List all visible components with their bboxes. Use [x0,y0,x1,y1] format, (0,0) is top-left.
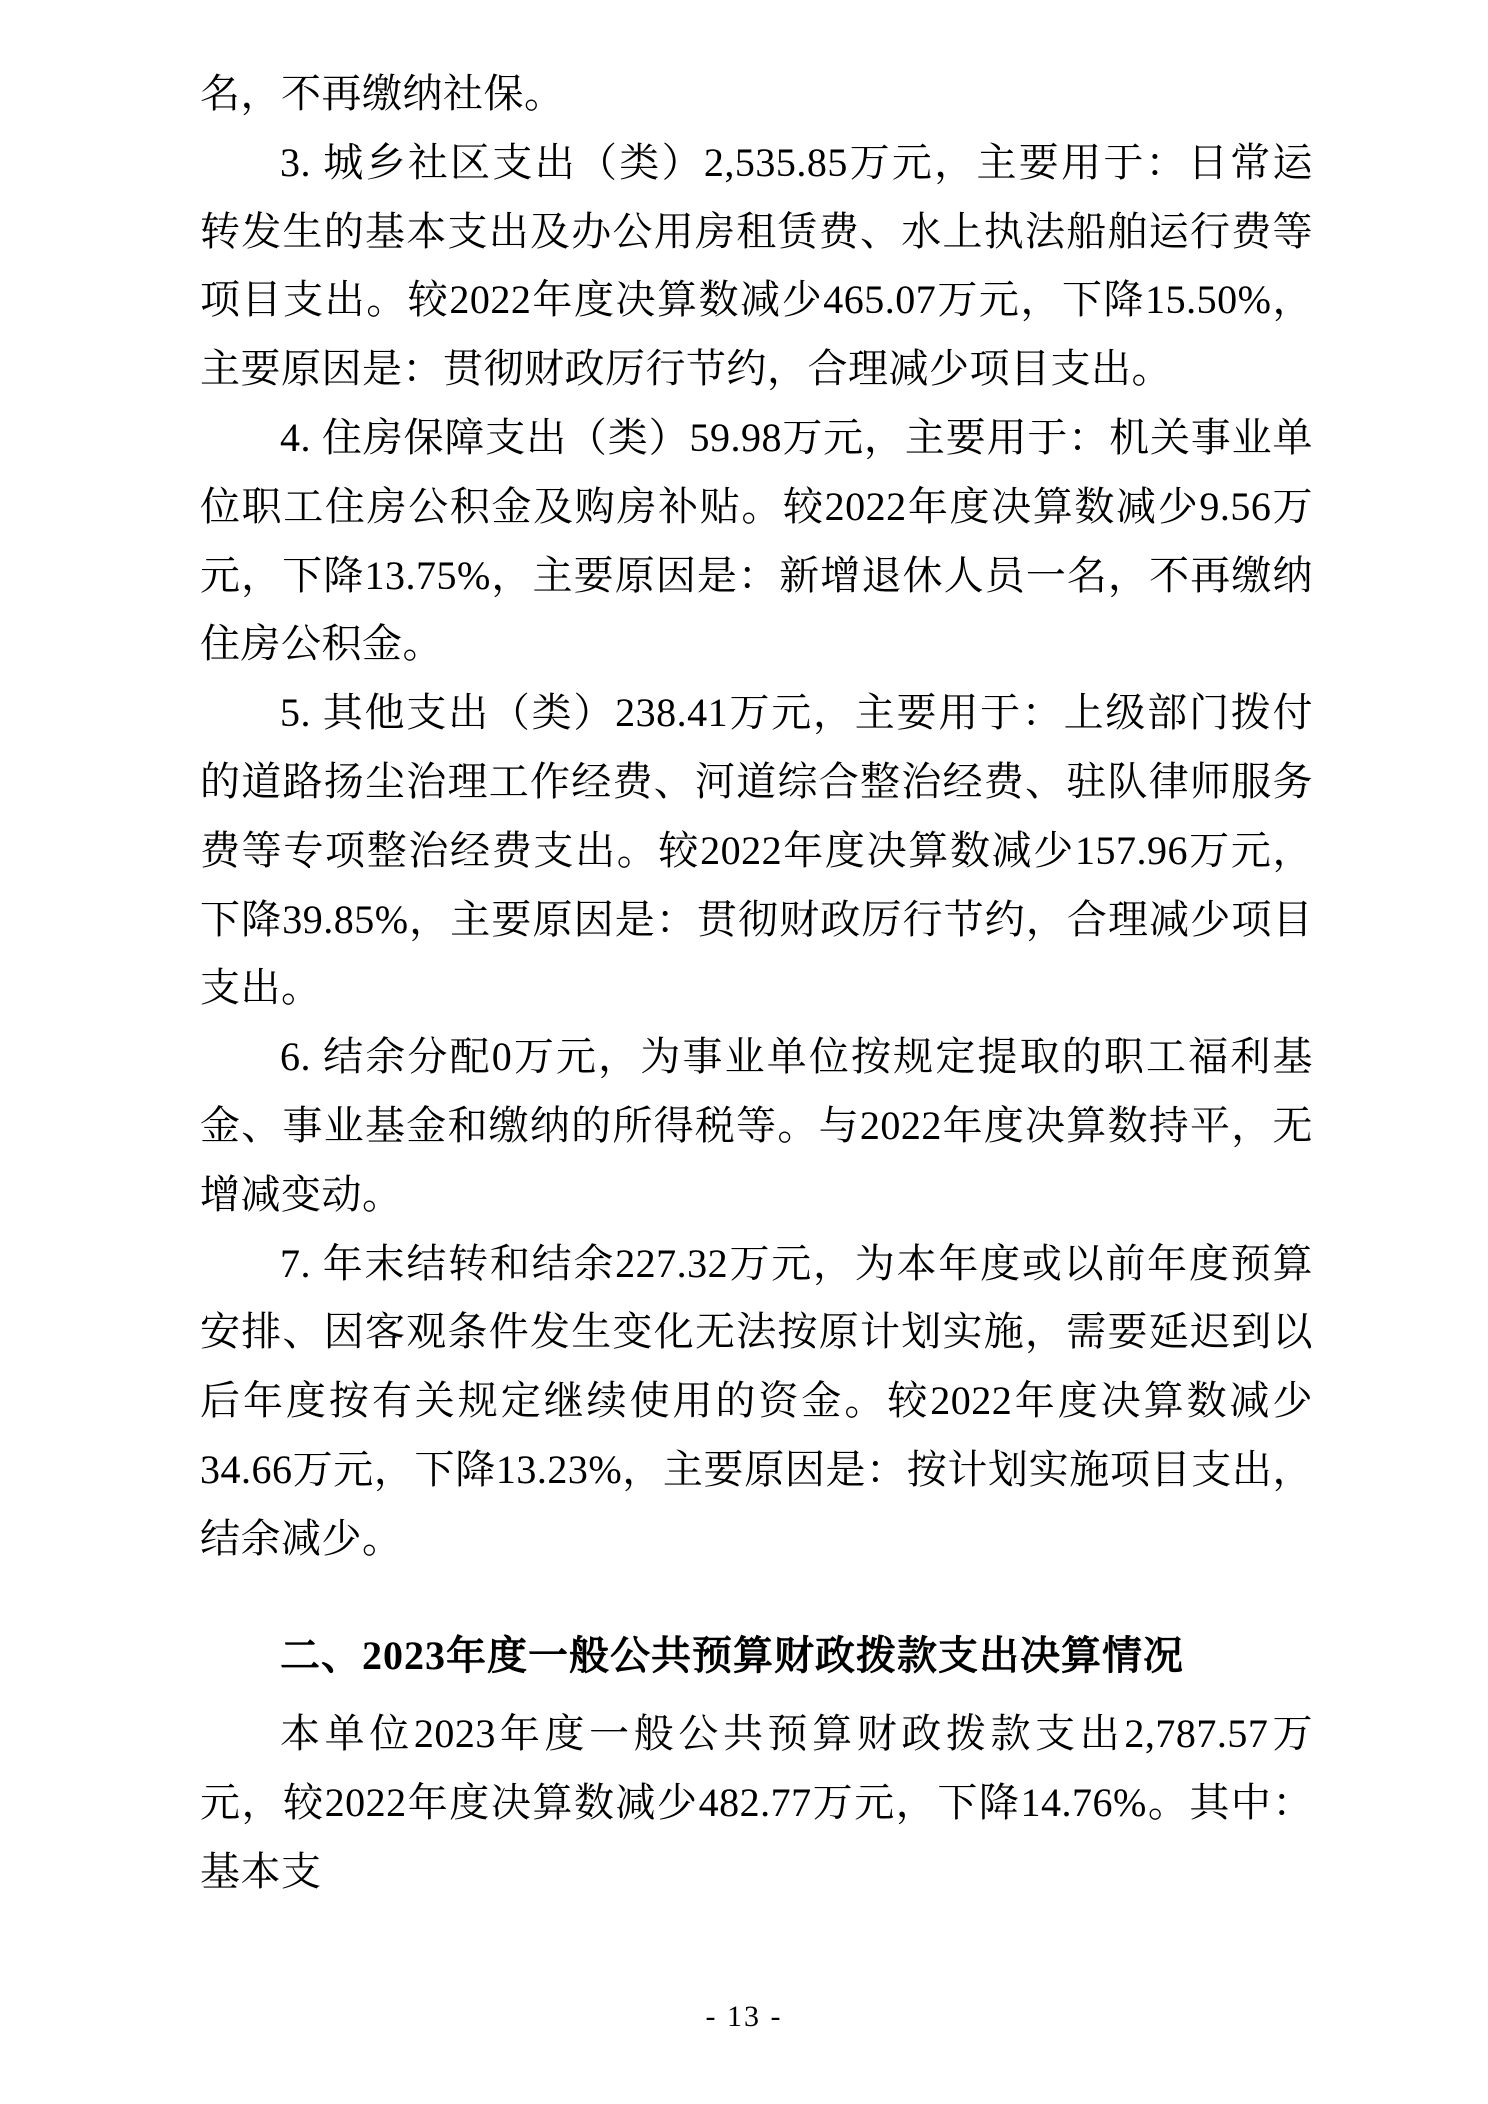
paragraph-continued: 名，不再缴纳社保。 [200,71,565,116]
paragraph-item-3: 3. 城乡社区支出（类）2,535.85万元，主要用于：日常运转发生的基本支出及办公用房租赁费、水上执法船舶运行费等项目支出。较2022年度决算数减少465.07万元，下降15.50%，主要原因是：贯彻财政厉行节约，合理减少项目支出。 [200,139,1313,392]
paragraph-section2-intro: 本单位2023年度一般公共预算财政拨款支出2,787.57万元，较2022年度决算数减少482.77万元，下降14.76%。其中：基本支 [200,1711,1313,1894]
paragraph-item-4: 4. 住房保障支出（类）59.98万元，主要用于：机关事业单位职工住房公积金及购房补贴。较2022年度决算数减少9.56万元，下降13.75%，主要原因是：新增退休人员一名，不再缴纳住房公积金。 [200,414,1313,667]
page-number: - 13 - [705,2000,783,2033]
paragraph-item-6: 6. 结余分配0万元，为事业单位按规定提取的职工福利基金、事业基金和缴纳的所得税等。与2022年度决算数持平，无增减变动。 [200,1034,1313,1217]
paragraph-item-7: 7. 年末结转和结余227.32万元，为本年度或以前年度预算安排、因客观条件发生变化无法按原计划实施，需要延迟到以后年度按有关规定继续使用的资金。较2022年度决算数减少34.66万元，下降13.23%，主要原因是：按计划实施项目支出，结余减少。 [200,1240,1313,1561]
paragraph-item-5: 5. 其他支出（类）238.41万元，主要用于：上级部门拨付的道路扬尘治理工作经费、河道综合整治经费、驻队律师服务费等专项整治经费支出。较2022年度决算数减少157.96万元，下降39.85%，主要原因是：贯彻财政厉行节约，合理减少项目支出。 [200,690,1313,1011]
document-body [200,60,1313,1907]
section-heading: 二、2023年度一般公共预算财政拨款支出决算情况 [280,1632,1184,1678]
